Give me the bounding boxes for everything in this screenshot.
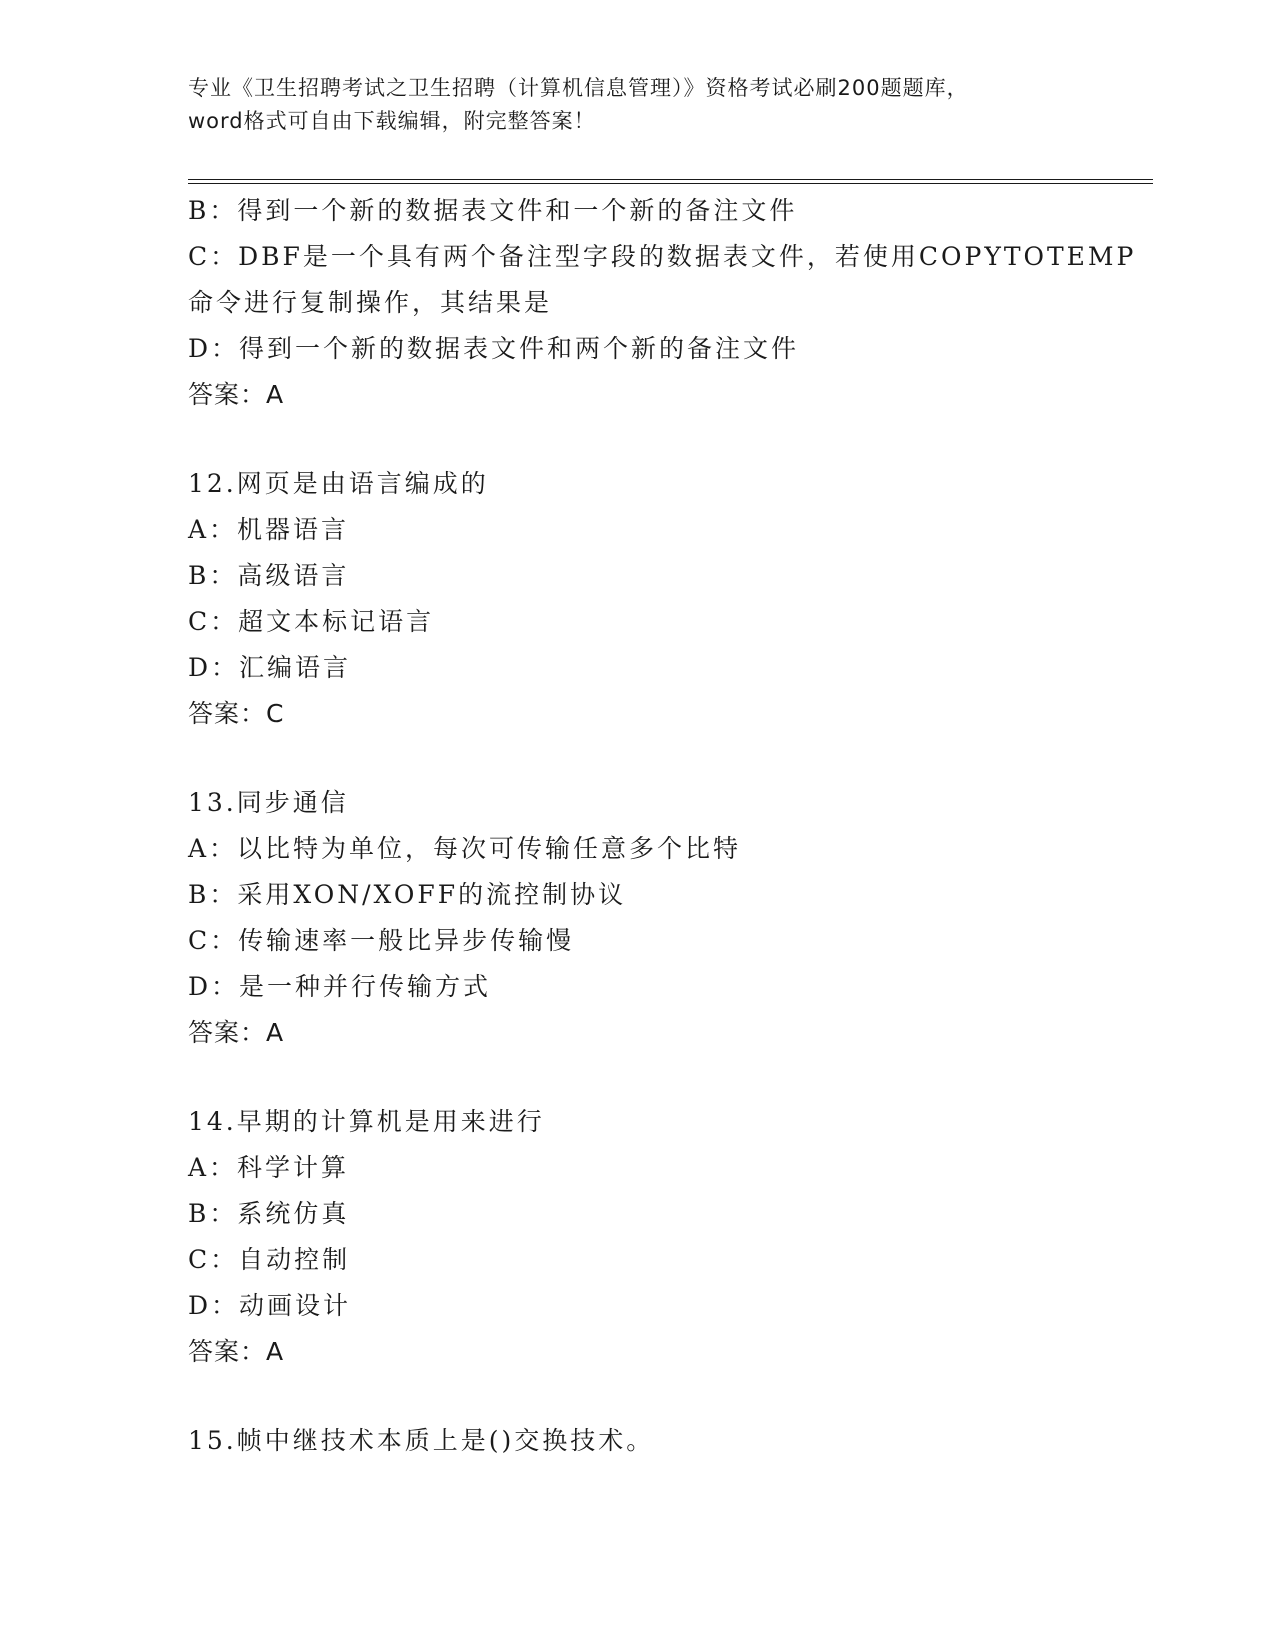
option-b: B：系统仿真 <box>188 1199 350 1228</box>
header-divider-top <box>188 179 1153 180</box>
option-c: C：超文本标记语言 <box>188 607 435 636</box>
question-text: 13.同步通信 <box>188 788 349 817</box>
option-c-continued: 命令进行复制操作，其结果是 <box>188 288 553 317</box>
question-text: 15.帧中继技术本质上是()交换技术。 <box>188 1426 655 1455</box>
option-a: A：机器语言 <box>188 515 350 544</box>
option-d: D：得到一个新的数据表文件和两个新的备注文件 <box>188 334 800 363</box>
question-block-14 <box>188 1099 1088 1375</box>
answer-line: 答案：A <box>188 380 285 409</box>
option-a: A：以比特为单位，每次可传输任意多个比特 <box>188 834 742 863</box>
option-b: B：高级语言 <box>188 561 350 590</box>
document-header <box>188 72 1088 138</box>
question-block-15 <box>188 1418 1088 1464</box>
question-block-13 <box>188 780 1088 1056</box>
header-line-2: word格式可自由下载编辑，附完整答案！ <box>188 109 596 133</box>
question-text: 12.网页是由语言编成的 <box>188 469 489 498</box>
option-c: C：DBF是一个具有两个备注型字段的数据表文件，若使用COPYTOTEMP <box>188 242 1137 271</box>
option-c: C：传输速率一般比异步传输慢 <box>188 926 575 955</box>
question-list <box>188 188 1137 1464</box>
option-d: D：动画设计 <box>188 1291 352 1320</box>
option-b: B：采用XON/XOFF的流控制协议 <box>188 880 627 909</box>
option-b: B：得到一个新的数据表文件和一个新的备注文件 <box>188 196 798 225</box>
header-line-1: 专业《卫生招聘考试之卫生招聘（计算机信息管理）》资格考试必刷200题题库， <box>188 76 969 100</box>
question-text: 14.早期的计算机是用来进行 <box>188 1107 545 1136</box>
option-d: D：汇编语言 <box>188 653 352 682</box>
answer-line: 答案：A <box>188 1337 285 1366</box>
answer-line: 答案：C <box>188 699 285 728</box>
question-block-11 <box>188 188 1137 418</box>
option-c: C：自动控制 <box>188 1245 351 1274</box>
answer-line: 答案：A <box>188 1018 285 1047</box>
header-divider-bottom <box>188 183 1153 184</box>
question-block-12 <box>188 461 1088 737</box>
option-a: A：科学计算 <box>188 1153 350 1182</box>
option-d: D：是一种并行传输方式 <box>188 972 492 1001</box>
